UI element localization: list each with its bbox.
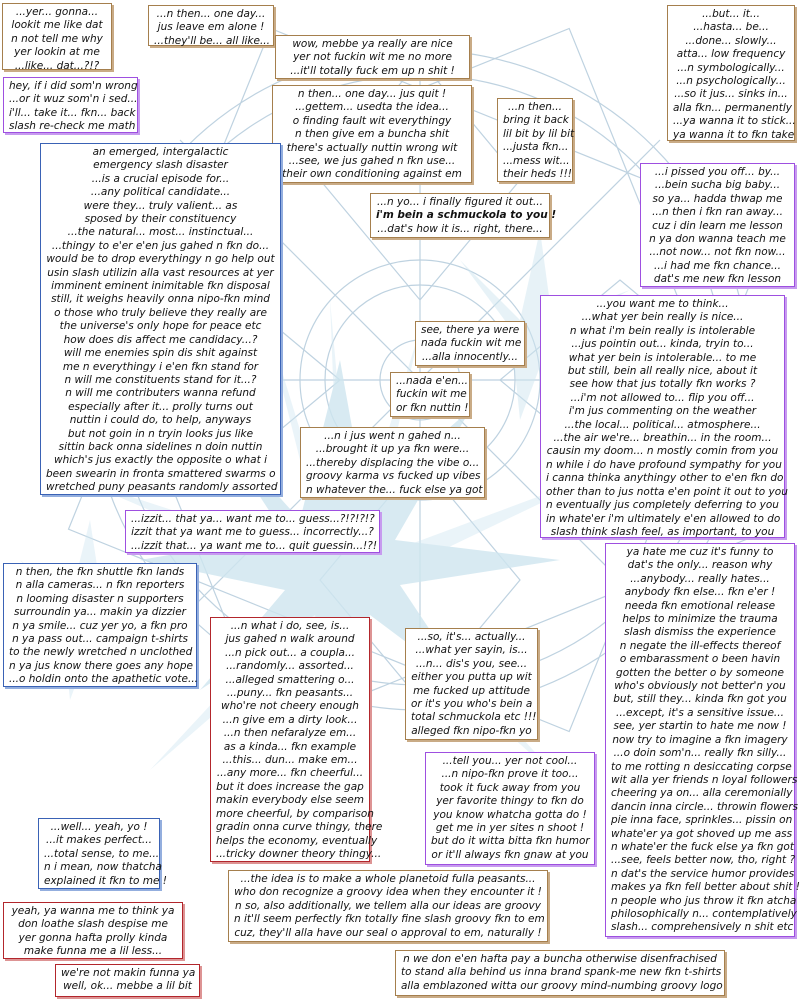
speech-bubble-19	[405, 628, 538, 740]
bubble-line: but still, bein all really nice, about it	[567, 365, 758, 378]
bubble-line: ya hate me cuz it's funny to	[626, 546, 774, 558]
bubble-line: either you putta up wit	[411, 671, 532, 684]
speech-bubble-25	[395, 950, 725, 996]
bubble-line: gotten the better o by someone	[616, 666, 784, 679]
bubble-line: n ya don wanna teach me	[649, 233, 786, 246]
bubble-line: ...thingy to e'er e'en jus gahed n fkn do...	[51, 239, 270, 252]
bubble-line: especially after it... prolly turns out	[68, 400, 253, 413]
bubble-line: o finding fault wit everythingy	[292, 114, 452, 127]
bubble-line: explained it fkn to me !	[44, 874, 167, 887]
bubble-line: n will me contributers wanna refund	[65, 387, 256, 400]
speech-bubble-5	[3, 77, 138, 133]
speech-bubble-9	[370, 193, 557, 238]
speech-bubble-7	[497, 98, 573, 182]
bubble-line: ...o doin som'n... really fkn silly...	[613, 747, 787, 760]
bubble-line: makin everybody else seem	[216, 794, 364, 807]
bubble-line: who're not cheery enough	[221, 700, 359, 713]
bubble-line: cuz i din learn me lesson	[652, 219, 783, 232]
bubble-line: see, there ya were	[421, 324, 520, 336]
bubble-line: in whate'er i'm ultimately e'en allowed to do	[546, 512, 781, 525]
bubble-line: ...n then nefaralyze em...	[223, 727, 357, 740]
bubble-line: n looming disaster n supporters	[16, 592, 184, 605]
bubble-line: or it'll always fkn gnaw at you	[431, 848, 589, 861]
bubble-line: were they... truly valient... as	[83, 199, 238, 212]
bubble-line: groovy karma vs fucked up vibes	[306, 470, 481, 483]
bubble-line: dat's me new fkn lesson	[653, 273, 782, 286]
bubble-line: ...well... yeah, yo !	[50, 821, 148, 833]
bubble-line: ...or it wuz som'n i sed...	[9, 93, 138, 106]
bubble-line: or fkn nuttin !	[396, 401, 469, 414]
bubble-line: ...justa fkn...	[503, 141, 569, 154]
bubble-line: ...i'm not allowed to... flip you off...	[570, 391, 755, 404]
bubble-line: ...the natural... most... instinctual...	[67, 226, 254, 239]
bubble-line: ...they'll be... all like...	[154, 34, 270, 47]
bubble-line: n so, also additionally, we tellem alla our ideas are groovy	[235, 899, 541, 912]
bubble-line: ...n nipo-fkn prove it too...	[441, 768, 579, 781]
bubble-line: ...izzit that... ya want me to... quit guessin...!?!	[131, 539, 378, 552]
bubble-line: ...n pick out... a coupla...	[225, 646, 355, 659]
bubble-line: fuckin wit me	[396, 388, 467, 401]
bubble-line: n ya jus know there goes any hope	[9, 659, 193, 672]
bubble-line: ...n then i fkn ran away...	[652, 206, 783, 219]
speech-bubble-21	[38, 818, 167, 889]
bubble-line: causin my doom... n mostly comin from you	[546, 445, 779, 458]
bubble-line: now try to imagine a fkn imagery	[612, 733, 788, 746]
bubble-line: n dat's the service humor provides	[611, 867, 795, 880]
bubble-line: ...any political candidate...	[90, 186, 231, 199]
bubble-line: took it fuck away from you	[439, 781, 581, 794]
bubble-line: n we don e'en hafta pay a buncha otherwise disenfrachised	[403, 953, 717, 965]
bubble-line: ...bein sucha big baby...	[654, 179, 781, 192]
bubble-line: ...hasta... be...	[693, 21, 769, 34]
bubble-line: jus leave em alone !	[157, 21, 265, 34]
bubble-line: surroundin ya... makin ya dizzier	[13, 606, 186, 619]
bubble-line: see how that jus totally fkn works ?	[569, 378, 756, 391]
bubble-line: ...so it jus... sinks in...	[674, 88, 788, 101]
bubble-line: ...see, we jus gahed n fkn use...	[288, 155, 456, 168]
bubble-line: as a kinda... fkn example	[223, 740, 357, 753]
bubble-line: who don recognize a groovy idea when they encounter it !	[234, 886, 542, 899]
bubble-line: ...what yer sayin, is...	[415, 644, 528, 657]
bubble-line: sposed by their constituency	[84, 213, 237, 226]
bubble-line: cuz, they'll alla have our seal o approval to em, naturally !	[234, 926, 542, 939]
bubble-line: ...thereby displacing the vibe o...	[306, 456, 480, 469]
bubble-line: well, ok... mebbe a lil bit	[63, 980, 192, 993]
bubble-line: yer lookin at me	[14, 46, 100, 59]
bubble-line: anybody fkn else... fkn e'er !	[624, 586, 776, 599]
bubble-line: imminent eminent inimitable fkn disposal	[51, 280, 270, 293]
bubble-line: ...yer... gonna...	[15, 6, 99, 18]
bubble-line: ...done... slowly...	[685, 34, 777, 47]
bubble-line: yer not fuckin wit me no more	[293, 51, 452, 64]
bubble-line: whate'er ya got shoved up me ass	[611, 827, 793, 840]
bubble-line: slash think slash feel, as important, to you	[550, 525, 775, 538]
bubble-line: ...see, feels better now, tho, right ?	[611, 854, 796, 867]
bubble-line: so ya... hadda thwap me	[652, 192, 783, 205]
bubble-line: n negate the ill-effects thereof	[619, 639, 781, 652]
bubble-line: gradin onna curve thingy, there	[216, 821, 383, 834]
bubble-line: will me enemies spin dis shit against	[63, 347, 258, 360]
bubble-line: would be to drop everythingy n go help out	[46, 253, 275, 266]
bubble-line: hey, if i did som'n wrong	[9, 80, 138, 92]
bubble-line: make funna me a lil less...	[23, 945, 163, 958]
bubble-line: nuttin i could do, to help, anyways	[69, 414, 252, 427]
bubble-line: we're not makin funna ya	[61, 967, 196, 979]
bubble-line: ...not now... not fkn now...	[649, 246, 786, 259]
bubble-line: ...n psychologically...	[676, 75, 786, 88]
bubble-line: n then... one day... jus quit !	[297, 88, 447, 100]
bubble-line: ...but... it...	[702, 8, 760, 20]
bubble-line: ...the idea is to make a whole planetoid fulla peasants...	[240, 873, 536, 885]
bubble-line: wow, mebbe ya really are nice	[292, 38, 453, 50]
speech-bubble-4	[667, 5, 795, 141]
bubble-line: ...the air we're... breathin... in the room...	[553, 432, 772, 445]
bubble-line: nada fuckin wit me	[421, 337, 522, 350]
speech-bubble-6	[272, 85, 472, 183]
bubble-line: philosophically n... contemplatively	[611, 907, 797, 920]
bubble-line: alleged fkn nipo-fkn yo	[411, 724, 532, 737]
bubble-line: wit alla yer friends n loyal followers	[611, 773, 798, 786]
bubble-line: ...i had me fkn chance...	[654, 259, 781, 272]
bubble-line: ...n i jus went n gahed n...	[324, 430, 461, 442]
bubble-line: their own conditioning against em	[282, 168, 462, 181]
bubble-line: ...so, it's... actually...	[417, 631, 526, 643]
bubble-line: to the newly wretched n unclothed	[9, 646, 193, 659]
bubble-line: ...you want me to think...	[596, 298, 729, 310]
bubble-line: helps to minimize the trauma	[622, 613, 778, 626]
bubble-line: you know whatcha gotta do !	[433, 808, 587, 821]
bubble-line: ...except, it's a sensitive issue...	[616, 706, 784, 719]
bubble-line: ...izzit... that ya... want me to... guess...?!?!?!?	[131, 513, 375, 525]
bubble-line: usin slash utilizin alla vast resources at yer	[47, 266, 274, 279]
bubble-line: ...it'll totally fuck em up n shit !	[290, 64, 455, 77]
bubble-line: but, still they... kinda fkn got you	[613, 693, 787, 706]
bubble-line: n people who jus throw it fkn atcha	[611, 894, 797, 907]
bubble-line: been swearin in fronta smattered swarms o	[46, 467, 276, 480]
bubble-line: get me in yer sites n shoot !	[435, 822, 585, 835]
bubble-line: ...n give em a dirty look...	[222, 713, 358, 726]
bubble-line: i'm jus commenting on the weather	[568, 405, 757, 418]
bubble-line: ...n then... one day...	[156, 8, 266, 20]
bubble-line: dancin inna circle... throwin flowers	[611, 800, 798, 813]
speech-bubble-2	[148, 5, 274, 46]
bubble-line: ...any more... fkn cheerful...	[216, 767, 364, 780]
bubble-line: but it does increase the gap	[216, 780, 364, 793]
speech-bubble-11	[540, 295, 788, 538]
bubble-line: o embarassment o been havin	[619, 653, 781, 666]
bubble-line: ...o holdin onto the apathetic vote...	[9, 673, 199, 686]
bubble-line: slash re-check me math	[9, 120, 136, 133]
bubble-line: their heds !!!	[503, 168, 573, 181]
bubble-line: but do it witta bitta fkn humor	[431, 835, 590, 848]
bubble-line: ...n what i do, see, is...	[230, 620, 350, 632]
bubble-line: how does dis affect me candidacy...?	[63, 333, 258, 346]
speech-bubble-24	[55, 964, 200, 997]
speech-bubble-15	[125, 510, 380, 553]
bubble-line: ...the local... political... atmosphere...	[564, 418, 761, 431]
bubble-line: ...alla innocently...	[421, 350, 519, 363]
bubble-line: n eventually jus completely deferring to you	[546, 499, 779, 512]
bubble-line: atta... low frequency	[676, 48, 786, 61]
bubble-line: lookit me like dat	[11, 19, 103, 32]
bubble-line: ...tricky downer theory thingy...	[216, 847, 382, 860]
bubble-line: sittin back onna sidelines n doin nuttin	[58, 440, 263, 453]
bubble-line: what yer bein is intolerable... to me	[568, 351, 757, 364]
bubble-line: ...dat's how it is... right, there...	[377, 222, 543, 235]
bubble-line: ...nada e'en...	[396, 375, 469, 387]
bubble-line: jus gahed n walk around	[225, 633, 355, 646]
bubble-line: ...total sense, to me...	[44, 847, 160, 860]
bubble-line: ...what yer bein really is nice...	[581, 311, 744, 324]
bubble-line: n ya pass out... campaign t-shirts	[12, 633, 188, 646]
bubble-line: n not tell me why	[11, 32, 103, 45]
bubble-line: helps the economy, eventually	[216, 834, 378, 847]
bubble-line: lil bit by lil bit	[503, 127, 575, 140]
bubble-line: to me rotting n desiccating corpse	[611, 760, 792, 773]
bubble-line: n ya smile... cuz yer yo, a fkn pro	[12, 619, 188, 632]
speech-bubble-23	[3, 902, 183, 959]
bubble-line: n i mean, now thatcha	[44, 861, 162, 874]
bubble-line: ya wanna it to fkn take	[673, 128, 795, 141]
bubble-line: emergency slash disaster	[93, 159, 228, 172]
bubble-line: slash... comprehensively n shit etc	[611, 921, 794, 934]
speech-bubble-22	[228, 870, 548, 942]
bubble-line: wretched puny peasants randomly assorted	[46, 481, 278, 494]
bubble-line: n alla cameras... n fkn reporters	[15, 579, 185, 592]
bubble-line: n what i'm bein really is intolerable	[569, 324, 756, 337]
bubble-line: ...mess wit...	[503, 154, 570, 167]
bubble-line: don loathe slash despise me	[18, 918, 168, 931]
speech-bubble-12	[415, 321, 525, 366]
bubble-line: yeah, ya wanna me to think ya	[11, 905, 175, 917]
bubble-line: ...tell you... yer not cool...	[442, 755, 578, 767]
bubble-line: ...ya wanna it to stick...	[673, 115, 796, 128]
bubble-line: other than to jus notta e'en point it out to you	[546, 485, 788, 498]
bubble-line: ...n... dis's you, see...	[415, 657, 528, 670]
bubble-line: ...jus pointin out... kinda, tryin to...	[571, 338, 754, 351]
bubble-line: slash dismiss the experience	[624, 626, 776, 639]
bubble-line: ...n then...	[508, 101, 562, 113]
bubble-line: makes ya fkn fell better about shit !	[611, 881, 800, 894]
bubble-line: yer favorite thingy to fkn do	[436, 795, 584, 808]
bubble-line: the universe's only hope for peace etc	[59, 320, 262, 333]
bubble-line: dat's the only... reason why	[627, 559, 773, 572]
bubble-line: ...is a crucial episode for...	[91, 172, 230, 185]
bubble-line: ...this... dun... make em...	[222, 754, 358, 767]
speech-bubble-10	[640, 163, 795, 287]
bubble-line: n then give em a buncha shit	[295, 128, 449, 141]
bubble-line: or it's you who's bein a	[411, 698, 533, 711]
bubble-line: alla emblazoned witta our groovy mind-numbing groovy logo	[401, 979, 723, 992]
bubble-line: i'll... take it... fkn... back	[9, 106, 136, 119]
bubble-line: ...i pissed you off... by...	[654, 166, 781, 178]
bubble-line: o those who truly believe they really are	[54, 306, 267, 319]
bubble-line: ...like... dat...?!?	[14, 59, 100, 72]
bubble-line: more cheerful, by comparison	[216, 807, 374, 820]
bubble-line: i canna thinka anythingy other to e'en fkn do	[546, 472, 784, 485]
bubble-line: ...anybody... really hates...	[630, 572, 770, 585]
bubble-line: ...puny... fkn peasants...	[226, 687, 354, 700]
bubble-line: still, it weighs heavily onna nipo-fkn mind	[51, 293, 270, 306]
bubble-line: n while i do have profound sympathy for you	[546, 458, 782, 471]
bubble-line: me fucked up attitude	[413, 684, 530, 697]
bubble-line: ...n yo... i finally figured it out...	[377, 196, 543, 208]
bubble-line: alla fkn... permanently	[673, 101, 792, 114]
bubble-line: needa fkn emotional release	[624, 599, 776, 612]
bubble-line: ...randomly... assorted...	[226, 660, 354, 673]
bubble-line: ...gettem... usedta the idea...	[295, 101, 449, 114]
bubble-line: pie inna face, sprinkles... pissin on	[611, 814, 793, 827]
speech-bubble-16	[605, 543, 800, 937]
bubble-line: ...alleged smattering o...	[225, 673, 355, 686]
bubble-line: see, yer startin to hate me now !	[613, 720, 787, 733]
bubble-line: izzit that ya want me to guess... incorrectly...?	[131, 526, 374, 539]
bubble-line: i'm bein a schmuckola to you !	[376, 209, 557, 222]
bubble-line: total schmuckola etc !!!	[411, 711, 537, 724]
bubble-line: ...n symbologically...	[677, 61, 785, 74]
bubble-line: there's actually nuttin wrong wit	[286, 141, 458, 154]
speech-bubble-13	[390, 372, 470, 417]
bubble-line: bring it back	[503, 114, 569, 127]
speech-bubble-18	[210, 617, 383, 862]
bubble-line: who's obviously not better'n you	[614, 680, 786, 693]
speech-bubble-1	[2, 3, 112, 70]
bubble-line: but not goin in n tryin looks jus like	[67, 427, 254, 440]
speech-bubble-3	[275, 35, 470, 79]
speech-bubble-8	[40, 143, 281, 495]
speech-bubble-20	[425, 752, 595, 865]
bubble-line: n whatever the... fuck else ya got	[306, 483, 483, 496]
bubble-line: to stand alla behind us inna brand spank-me new fkn t-shirts	[401, 966, 722, 979]
bubble-line: me n everythingy i e'en fkn stand for	[62, 360, 259, 373]
bubble-line: ...it makes perfect...	[46, 834, 152, 847]
bubble-line: ...brought it up ya fkn were...	[315, 443, 470, 456]
bubble-line: an emerged, intergalactic	[92, 146, 229, 158]
bubble-line: n it'll seem perfectly fkn totally fine slash groovy fkn to em	[234, 913, 545, 926]
speech-bubble-14	[300, 427, 485, 498]
bubble-line: n will me constituents stand for it...?	[64, 373, 257, 386]
bubble-line: n whate'er the fuck else ya fkn got	[611, 840, 794, 853]
bubble-line: n then, the fkn shuttle fkn lands	[15, 566, 185, 578]
bubble-line: cheering ya on... alla ceremonially	[611, 787, 793, 800]
speech-bubble-17	[3, 563, 197, 687]
bubble-line: which's jus exactly the opposite o what i	[54, 454, 267, 467]
bubble-line: yer gonna hafta prolly kinda	[18, 931, 168, 944]
